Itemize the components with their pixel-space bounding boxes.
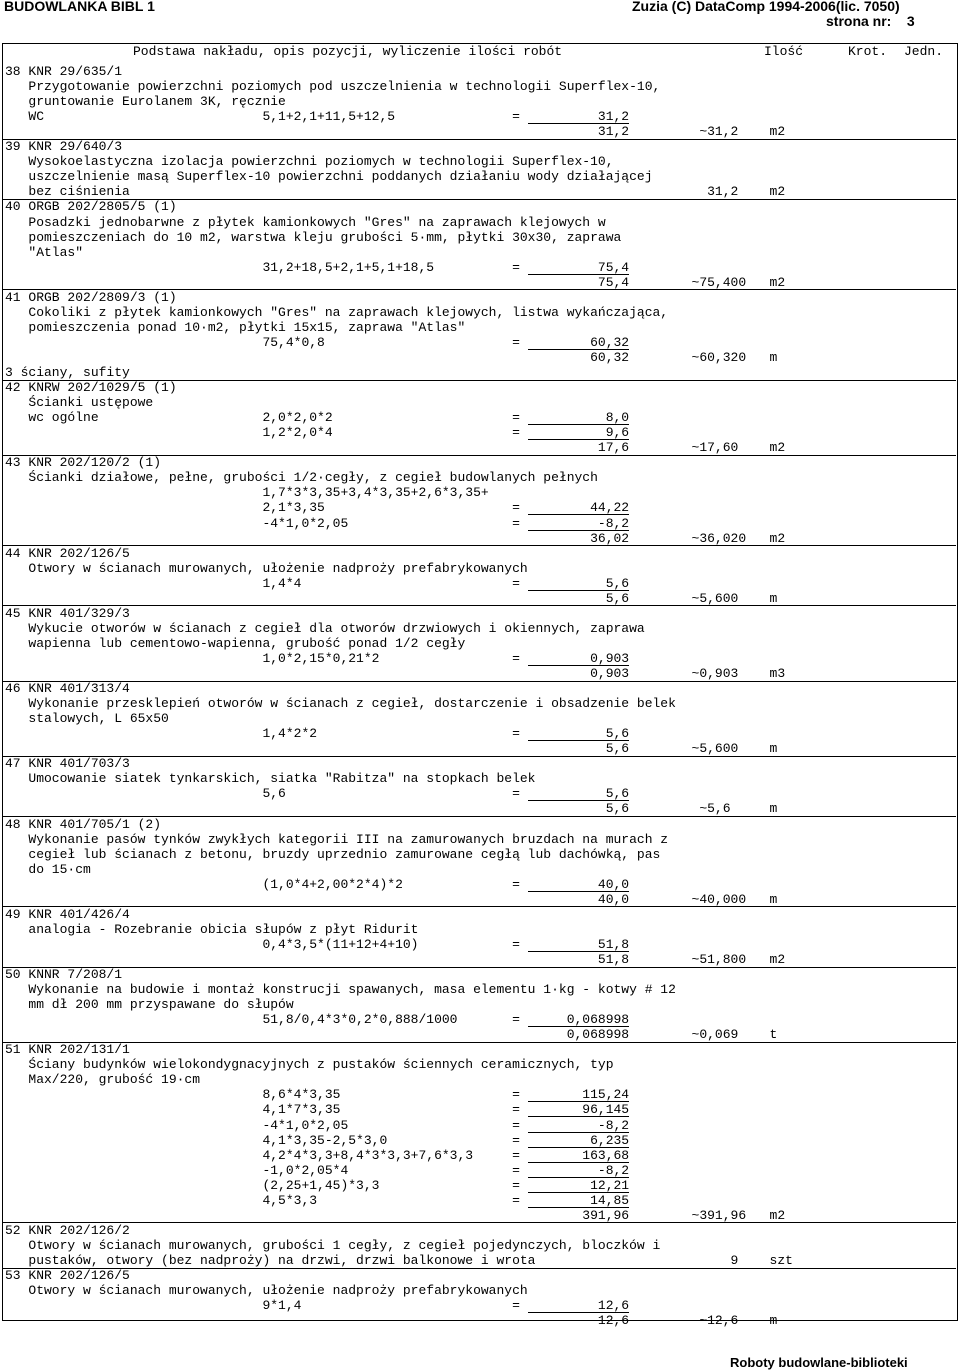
position-line: 40,0 ~40,000 m (5, 891, 778, 907)
position-line: 1,0*2,15*0,21*2 = 0,903 (5, 650, 630, 666)
column-description: Podstawa nakładu, opis pozycji, wyliczenie ilości robót (133, 44, 563, 59)
position-header: 48 KNR 401/705/1 (2) (5, 816, 162, 832)
position-line: 0,903 ~0,903 m3 (5, 666, 786, 681)
position-line: Ścianki ustępowe (5, 395, 154, 411)
position-header: 47 KNR 401/703/3 (5, 756, 130, 772)
position-line: cegieł lub ścianach z betonu, bruzdy uprzednio zamurowane cegłą lub dachówką, pas (5, 846, 661, 862)
position-line: Wykonanie pasów tynków zwykłych kategorii III na zamurowanych bruzdach na murach z (5, 831, 669, 847)
position-header: 39 KNR 29/640/3 (5, 139, 123, 155)
position-line: 3 ściany, sufity (5, 365, 130, 380)
position-line: pomieszczenia ponad 10·m2, płytki 15x15, zaprawa "Atlas" (5, 319, 466, 335)
header-right-line1: Zuzia (C) DataComp 1994-2006(lic. 7050) (632, 0, 900, 14)
position-line: 8,6*4*3,35 = 115,24 (5, 1087, 630, 1103)
position-line: wapienna lub cementowo-wapienna, grubość ponad 1/2 cegły (5, 635, 466, 651)
position-header: 46 KNR 401/313/4 (5, 681, 130, 697)
position-line: 5,6 ~5,600 m (5, 590, 778, 606)
position-line: 31,2+18,5+2,1+5,1+18,5 = 75,4 (5, 259, 630, 275)
row-separator (2, 1042, 956, 1043)
position-line: 60,32 ~60,320 m (5, 349, 778, 365)
position-header: 49 KNR 401/426/4 (5, 906, 130, 922)
position-header: 52 KNR 202/126/2 (5, 1222, 130, 1238)
row-separator (2, 681, 956, 682)
position-header: 51 KNR 202/131/1 (5, 1042, 130, 1058)
position-line: 0,4*3,5*(11+12+4+10) = 51,8 (5, 936, 630, 952)
column-qty: Ilość (764, 44, 804, 59)
position-header: 50 KNNR 7/208/1 (5, 967, 123, 982)
position-line: 391,96 ~391,96 m2 (5, 1207, 786, 1223)
position-line: pustaków, otwory (bez nadproży) na drzwi, drzwi balkonowe i wrota 9 szt (5, 1252, 793, 1268)
position-line: 5,6 = 5,6 (5, 786, 630, 802)
row-separator (2, 1268, 956, 1269)
position-line: 0,068998 ~0,069 t (5, 1027, 778, 1043)
position-line: 36,02 ~36,020 m2 (5, 530, 786, 546)
position-line: Wysokoelastyczna izolacja powierzchni poziomych w technologii Superflex-10, (5, 154, 614, 170)
position-line: pomieszczeniach do 10 m2, warstwa kleju grubości 5·mm, płytki 30x30, zaprawa (5, 229, 622, 245)
position-line: Wykonanie na budowie i montaż konstrucji spawanych, masa elementu 1·kg - kotwy # 12 (5, 982, 676, 998)
position-line: 4,2*4*3,3+8,4*3*3,3+7,6*3,3 = 163,68 (5, 1147, 630, 1163)
cost-estimate-body (5, 64, 955, 1329)
position-line: Ściany budynków wielokondygnacyjnych z pustaków ściennych ceramicznych, typ (5, 1057, 614, 1073)
position-line: mm dł 200 mm przyspawane do słupów (5, 997, 294, 1013)
position-line: Otwory w ścianach murowanych, ułożenie nadproży prefabrykowanych (5, 560, 528, 576)
position-line: bez ciśnienia 31,2 m2 (5, 184, 786, 200)
position-line: -4*1,0*2,05 = -8,2 (5, 515, 630, 531)
position-line: gruntowanie Eurolanem 3K, ręcznie (5, 94, 286, 110)
position-line: wc ogólne 2,0*2,0*2 = 8,0 (5, 410, 630, 426)
position-line: 12,6 ~12,6 m (5, 1313, 778, 1329)
position-header: 42 KNRW 202/1029/5 (1) (5, 380, 177, 396)
position-line: Max/220, grubość 19·cm (5, 1072, 201, 1088)
position-line: 9*1,4 = 12,6 (5, 1298, 630, 1314)
position-line: 75,4*0,8 = 60,32 (5, 334, 630, 350)
position-line: 2,1*3,35 = 44,22 (5, 500, 630, 516)
position-line: 31,2 ~31,2 m2 (5, 124, 786, 140)
position-header: 40 ORGB 202/2805/5 (1) (5, 199, 177, 215)
position-line: 5,6 ~5,6 m (5, 801, 778, 817)
position-line: Wykucie otworów w ścianach z cegieł dla otworów drzwiowych i okiennych, zaprawa (5, 620, 645, 636)
position-line: analogia - Rozebranie obicia słupów z płyt Ridurit (5, 921, 419, 937)
position-header: 43 KNR 202/120/2 (1) (5, 455, 162, 471)
row-separator (2, 967, 956, 968)
row-separator (2, 139, 956, 140)
position-line: Umocowanie siatek tynkarskich, siatka "Rabitza" na stopkach belek (5, 771, 536, 787)
position-line: 5,6 ~5,600 m (5, 741, 778, 757)
position-header: 41 ORGB 202/2809/3 (1) (5, 289, 177, 305)
position-line: Wykonanie przesklepień otworów w ścianach z cegieł, dostarczenie i obsadzenie belek (5, 696, 676, 712)
position-line: -1,0*2,05*4 = -8,2 (5, 1162, 630, 1178)
footer-label: Roboty budowlane-biblioteki (730, 1355, 908, 1370)
row-separator (2, 906, 956, 907)
position-header: 53 KNR 202/126/5 (5, 1268, 130, 1283)
position-line: stalowych, L 65x50 (5, 711, 169, 727)
position-line: 1,4*4 = 5,6 (5, 575, 630, 591)
position-line: 51,8/0,4*3*0,2*0,888/1000 = 0,068998 (5, 1012, 630, 1028)
position-line: Otwory w ścianach murowanych, ułożenie nadproży prefabrykowanych (5, 1283, 528, 1299)
header-right-line2: strona nr: 3 (826, 13, 915, 29)
position-line: Cokoliki z płytek kamionkowych "Gres" na zaprawach klejowych, listwa wykańczająca, (5, 304, 669, 320)
position-line: 4,1*7*3,35 = 96,145 (5, 1102, 630, 1118)
position-line: (1,0*4+2,00*2*4)*2 = 40,0 (5, 876, 630, 892)
position-line: 51,8 ~51,800 m2 (5, 951, 786, 967)
position-line: WC 5,1+2,1+11,5+12,5 = 31,2 (5, 109, 630, 125)
position-line: (2,25+1,45)*3,3 = 12,21 (5, 1177, 630, 1193)
header-left: BUDOWLANKA BIBL 1 (4, 0, 155, 14)
position-line: "Atlas" (5, 244, 84, 260)
column-unit: Jedn. (904, 44, 944, 59)
position-line: Posadzki jednobarwne z płytek kamionkowych "Gres" na zaprawach klejowych w (5, 214, 606, 230)
position-line: 17,6 ~17,60 m2 (5, 440, 786, 456)
position-header: 38 KNR 29/635/1 (5, 64, 123, 79)
position-line: uszczelnienie masą Superflex-10 powierzchni poddanych działaniu wody działającej (5, 169, 653, 185)
position-header: 44 KNR 202/126/5 (5, 545, 130, 561)
position-line: 75,4 ~75,400 m2 (5, 274, 786, 290)
position-line: 4,5*3,3 = 14,85 (5, 1192, 630, 1208)
position-line: Otwory w ścianach murowanych, grubości 1 cegły, z cegieł pojedynczych, bloczków i (5, 1237, 661, 1253)
row-separator (2, 1222, 956, 1223)
position-line: -4*1,0*2,05 = -8,2 (5, 1117, 630, 1133)
position-line: 4,1*3,35-2,5*3,0 = 6,235 (5, 1132, 630, 1148)
position-line: 1,4*2*2 = 5,6 (5, 726, 630, 742)
position-line: 1,7*3*3,35+3,4*3,35+2,6*3,35+ (5, 485, 489, 501)
position-line: do 15·cm (5, 861, 91, 877)
position-line: 1,2*2,0*4 = 9,6 (5, 425, 630, 441)
column-krot: Krot. (848, 44, 888, 59)
row-separator (2, 605, 956, 606)
position-line: Przygotowanie powierzchni poziomych pod uszczelnienia w technologii Superflex-10, (5, 79, 661, 95)
position-line: Ścianki działowe, pełne, grubości 1/2·cegły, z cegieł budowlanych pełnych (5, 470, 598, 486)
row-separator (2, 756, 956, 757)
position-header: 45 KNR 401/329/3 (5, 605, 130, 621)
row-separator (2, 545, 956, 546)
